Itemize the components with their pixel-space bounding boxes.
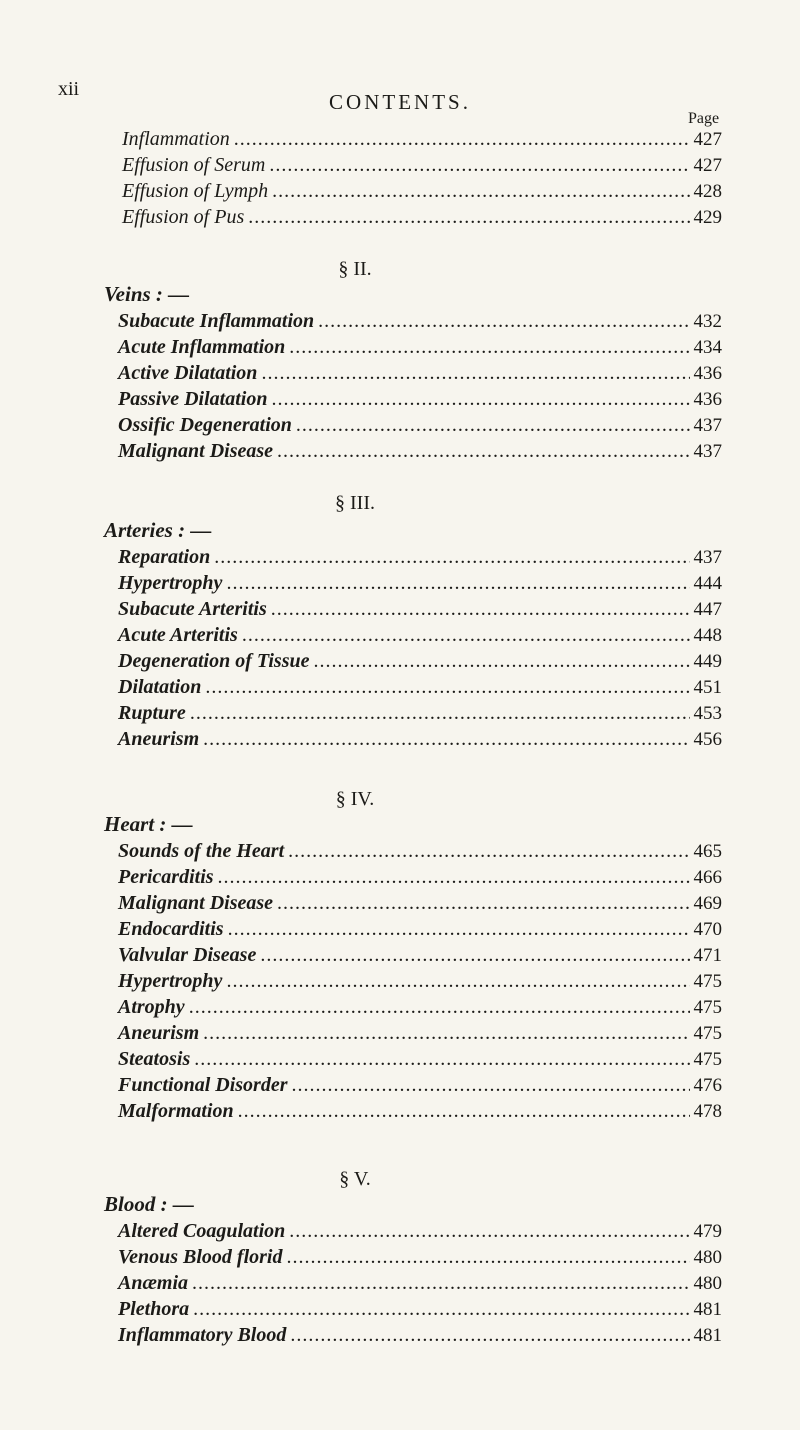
entry-title: Steatosis xyxy=(118,1048,191,1070)
toc-entry xyxy=(118,866,722,894)
toc-entry xyxy=(118,624,722,652)
entry-title: Atrophy xyxy=(118,996,185,1018)
toc-entry xyxy=(118,1022,722,1050)
entry-title: Sounds of the Heart xyxy=(118,840,285,862)
toc-entry xyxy=(118,728,722,756)
entry-page: 437 xyxy=(693,547,722,568)
leader-dots xyxy=(193,1298,689,1321)
leader-dots xyxy=(194,1048,689,1071)
leader-dots xyxy=(238,1100,690,1123)
leader-dots xyxy=(248,206,689,229)
toc-entry xyxy=(118,970,722,998)
section-mark: § II. xyxy=(338,258,372,280)
leader-dots xyxy=(271,598,690,621)
entry-page: 429 xyxy=(693,207,722,228)
entry-page: 475 xyxy=(693,1049,722,1070)
toc-entry xyxy=(118,892,722,920)
entry-page: 428 xyxy=(693,181,722,202)
running-head: CONTENTS. xyxy=(329,90,471,114)
entry-title: Reparation xyxy=(118,546,211,568)
toc-entry xyxy=(118,1246,722,1274)
leader-dots xyxy=(226,970,689,993)
section-heading: Blood : — xyxy=(104,1192,194,1216)
entry-title: Pericarditis xyxy=(118,866,214,888)
entry-page: 475 xyxy=(693,997,722,1018)
entry-title: Hypertrophy xyxy=(118,970,223,992)
toc-entry xyxy=(118,310,722,338)
toc-entry xyxy=(118,1324,722,1352)
toc-entry xyxy=(118,702,722,730)
leader-dots xyxy=(203,1022,689,1045)
toc-entry xyxy=(118,1100,722,1128)
leader-dots xyxy=(289,336,689,359)
section-mark: § IV. xyxy=(335,788,375,810)
toc-entry xyxy=(118,1272,722,1300)
entry-page: 436 xyxy=(693,389,722,410)
leader-dots xyxy=(291,1074,689,1097)
leader-dots xyxy=(226,572,689,595)
toc-entry xyxy=(118,1074,722,1102)
entry-page: 453 xyxy=(693,703,722,724)
entry-title: Functional Disorder xyxy=(118,1074,288,1096)
toc-entry xyxy=(118,546,722,574)
leader-dots xyxy=(214,546,689,569)
leader-dots xyxy=(290,1324,689,1347)
entry-page: 434 xyxy=(693,337,722,358)
entry-page: 437 xyxy=(693,415,722,436)
toc-entry xyxy=(118,440,722,468)
leader-dots xyxy=(318,310,689,333)
entry-page: 475 xyxy=(693,1023,722,1044)
entry-page: 475 xyxy=(693,971,722,992)
entry-page: 437 xyxy=(693,441,722,462)
leader-dots xyxy=(189,996,690,1019)
toc-entry xyxy=(118,388,722,416)
leader-dots xyxy=(205,676,689,699)
toc-entry xyxy=(122,206,722,234)
leader-dots xyxy=(288,840,689,863)
entry-title: Effusion of Lymph xyxy=(122,180,269,202)
section-mark: § V. xyxy=(339,1168,371,1190)
section-mark: § III. xyxy=(335,492,375,514)
entry-page: 480 xyxy=(693,1273,722,1294)
entry-page: 471 xyxy=(693,945,722,966)
leader-dots xyxy=(277,892,689,915)
section-heading: Heart : — xyxy=(104,812,193,836)
leader-dots xyxy=(228,918,690,941)
entry-page: 478 xyxy=(693,1101,722,1122)
entry-title: Acute Inflammation xyxy=(118,336,286,358)
entry-page: 465 xyxy=(693,841,722,862)
toc-entry xyxy=(118,572,722,600)
toc-entry xyxy=(118,840,722,868)
entry-page: 476 xyxy=(693,1075,722,1096)
toc-entry xyxy=(118,676,722,704)
toc-entry xyxy=(118,996,722,1024)
entry-title: Malignant Disease xyxy=(118,892,274,914)
toc-entry xyxy=(118,1220,722,1248)
entry-title: Plethora xyxy=(118,1298,190,1320)
entry-title: Valvular Disease xyxy=(118,944,257,966)
page-number: xii xyxy=(58,78,80,100)
entry-page: 427 xyxy=(693,155,722,176)
entry-title: Malignant Disease xyxy=(118,440,274,462)
entry-title: Hypertrophy xyxy=(118,572,223,594)
leader-dots xyxy=(192,1272,689,1295)
entry-page: 447 xyxy=(693,599,722,620)
entry-title: Subacute Inflammation xyxy=(118,310,315,332)
leader-dots xyxy=(218,866,690,889)
leader-dots xyxy=(234,128,690,151)
entry-page: 451 xyxy=(693,677,722,698)
toc-entry xyxy=(118,1298,722,1326)
entry-title: Inflammatory Blood xyxy=(118,1324,287,1346)
leader-dots xyxy=(269,154,689,177)
entry-page: 449 xyxy=(693,651,722,672)
entry-title: Altered Coagulation xyxy=(118,1220,286,1242)
entry-title: Dilatation xyxy=(118,676,202,698)
entry-page: 448 xyxy=(693,625,722,646)
section-heading: Veins : — xyxy=(104,282,190,306)
entry-page: 436 xyxy=(693,363,722,384)
toc-entry xyxy=(118,414,722,442)
section-heading: Arteries : — xyxy=(104,518,212,542)
toc-entry xyxy=(122,180,722,208)
entry-title: Effusion of Pus xyxy=(122,206,245,228)
entry-page: 481 xyxy=(693,1325,722,1346)
entry-page: 481 xyxy=(693,1299,722,1320)
leader-dots xyxy=(203,728,689,751)
leader-dots xyxy=(242,624,690,647)
leader-dots xyxy=(277,440,689,463)
toc-entry xyxy=(122,154,722,182)
toc-entry xyxy=(118,598,722,626)
entry-page: 432 xyxy=(693,311,722,332)
entry-page: 470 xyxy=(693,919,722,940)
entry-title: Aneurism xyxy=(118,728,200,750)
leader-dots xyxy=(190,702,690,725)
entry-title: Malformation xyxy=(118,1100,234,1122)
toc-entry xyxy=(118,1048,722,1076)
page-column-label: Page xyxy=(688,110,720,127)
leader-dots xyxy=(289,1220,689,1243)
leader-dots xyxy=(261,362,689,385)
entry-page: 480 xyxy=(693,1247,722,1268)
entry-page: 466 xyxy=(693,867,722,888)
leader-dots xyxy=(296,414,690,437)
toc-entry xyxy=(118,650,722,678)
entry-title: Rupture xyxy=(118,702,186,724)
entry-title: Endocarditis xyxy=(118,918,224,940)
entry-title: Passive Dilatation xyxy=(118,388,268,410)
toc-entry xyxy=(118,918,722,946)
leader-dots xyxy=(313,650,689,673)
entry-page: 456 xyxy=(693,729,722,750)
toc-entry xyxy=(118,362,722,390)
leader-dots xyxy=(260,944,689,967)
entry-title: Degeneration of Tissue xyxy=(118,650,310,672)
leader-dots xyxy=(286,1246,689,1269)
leader-dots xyxy=(272,180,689,203)
entry-title: Subacute Arteritis xyxy=(118,598,267,620)
entry-title: Venous Blood florid xyxy=(118,1246,283,1268)
entry-title: Acute Arteritis xyxy=(118,624,238,646)
entry-page: 479 xyxy=(693,1221,722,1242)
entry-page: 444 xyxy=(693,573,722,594)
toc-entry xyxy=(118,336,722,364)
entry-page: 427 xyxy=(693,129,722,150)
toc-entry xyxy=(118,944,722,972)
entry-title: Effusion of Serum xyxy=(122,154,266,176)
entry-title: Aneurism xyxy=(118,1022,200,1044)
leader-dots xyxy=(271,388,689,411)
entry-page: 469 xyxy=(693,893,722,914)
entry-title: Active Dilatation xyxy=(118,362,258,384)
entry-title: Inflammation xyxy=(122,128,230,150)
entry-title: Anæmia xyxy=(118,1272,189,1294)
toc-entry xyxy=(122,128,722,156)
entry-title: Ossific Degeneration xyxy=(118,414,292,436)
